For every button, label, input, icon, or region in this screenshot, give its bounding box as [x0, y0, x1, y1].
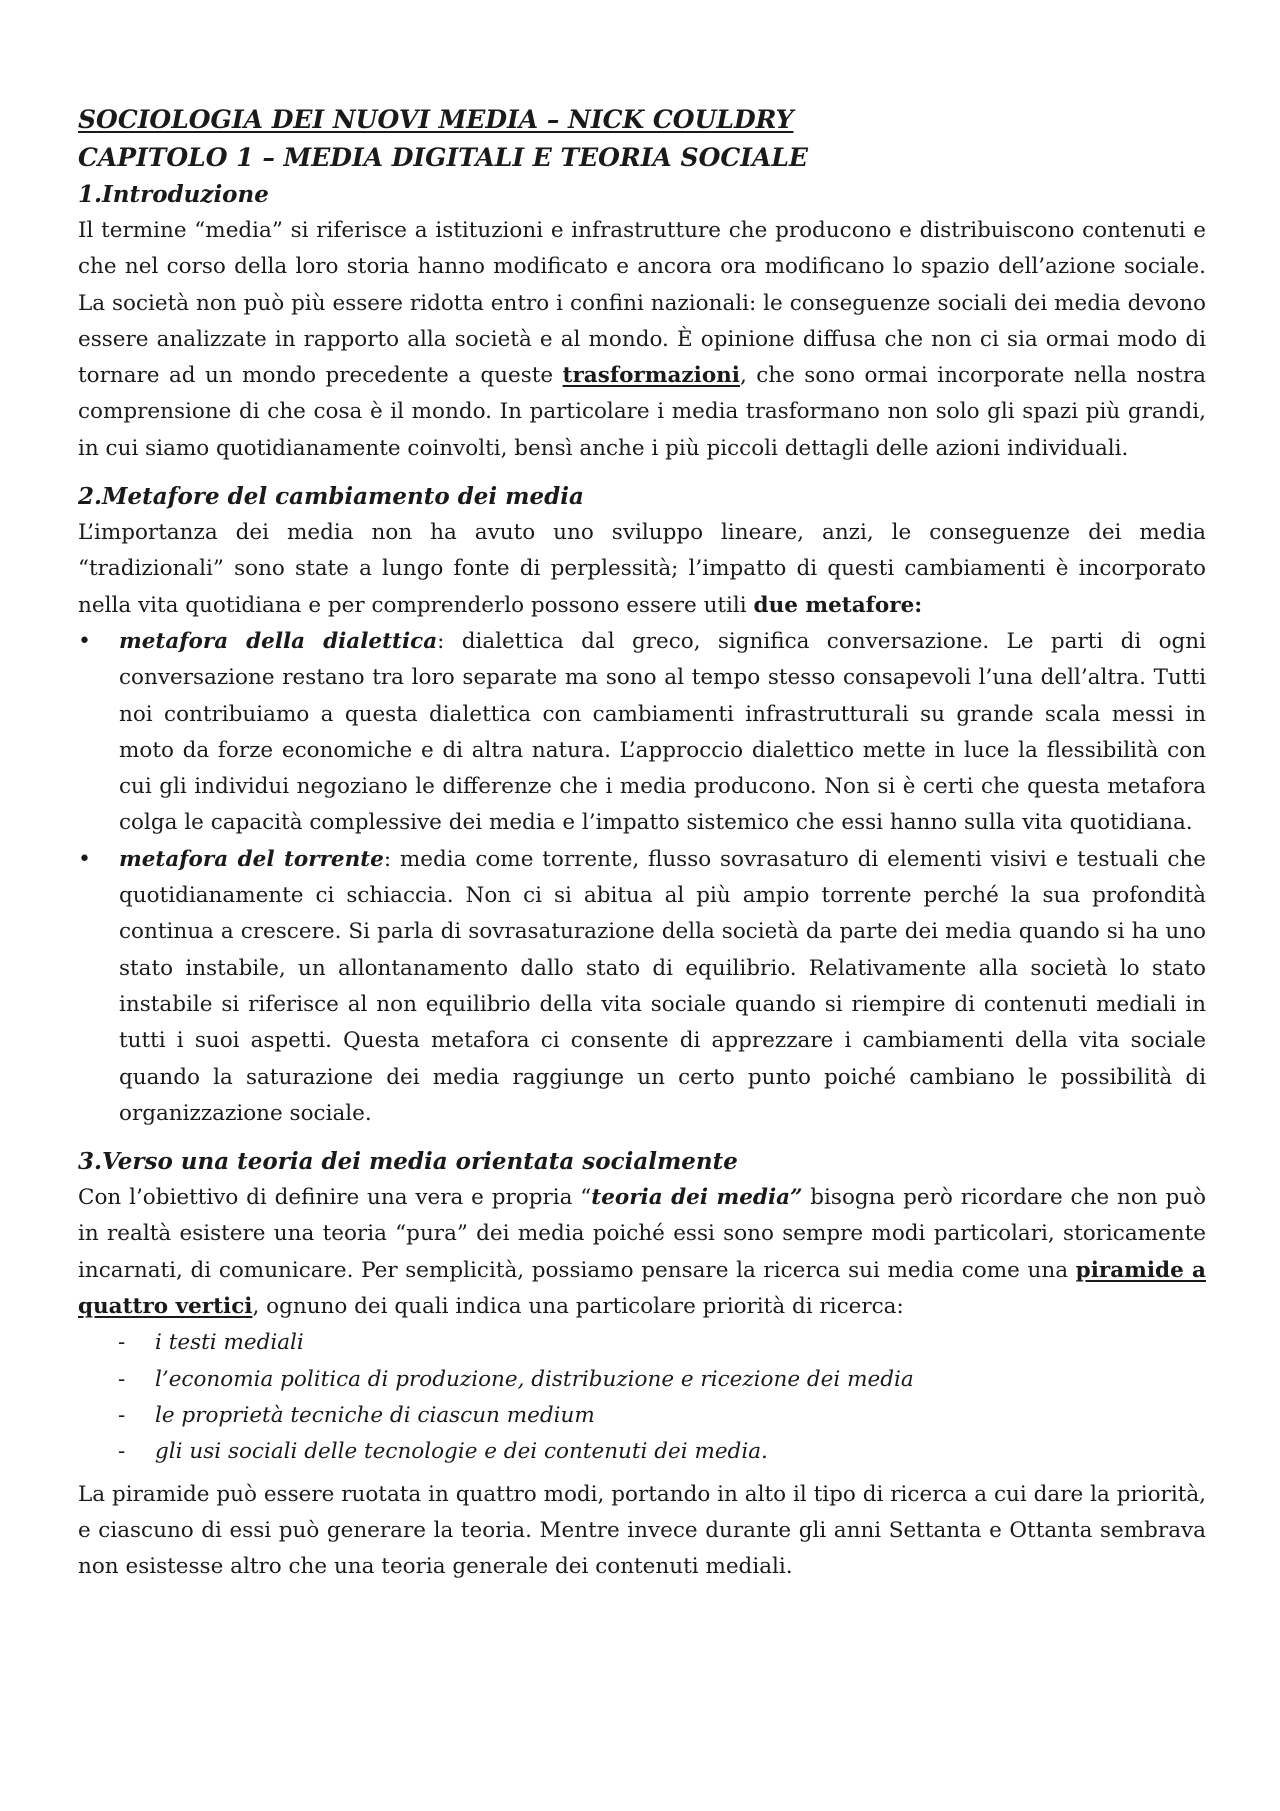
paragraph-text: Con l’obiettivo di definire una vera e propria “ — [78, 1185, 592, 1211]
research-priorities-list — [78, 1325, 1206, 1470]
section-heading-introduzione: 1.Introduzione — [78, 181, 269, 208]
list-item-text: : dialettica dal greco, significa conversazione. Le parti di ogni conversazione restano tra loro separate ma sono al tempo stesso consapevoli l’una dell’altra. Tutti noi contribuiamo a questa dialettica con cambiamenti infrastrutturali su grande scala messi in moto da forze economiche e di altra natura. L’approccio dialettico mette in luce la flessibilità con cui gli individui negoziano le differenze che i media producono. Non si è certi che questa metafora colga le capacità complessive dei media e l’impatto sistemico che essi hanno sulla vita quotidiana. — [119, 628, 1206, 836]
emphasis-trasformazioni: trasformazioni — [562, 363, 740, 389]
paragraph-text: L’importanza dei media non ha avuto uno sviluppo lineare, anzi, le conseguenze dei media “tradizionali” sono state a lungo fonte di perplessità; l’impatto di questi cambiamenti è incorporato nella vita quotidiana e per comprenderlo possono essere utili — [78, 520, 1206, 618]
emphasis-teoria-dei-media: teoria dei media” — [591, 1185, 803, 1211]
dash-icon: - — [118, 1439, 126, 1465]
list-item — [78, 1325, 1206, 1361]
list-item — [78, 842, 1206, 1132]
section-heading-metafore: 2.Metafore del cambiamento dei media — [78, 483, 584, 511]
dash-icon: - — [118, 1366, 126, 1392]
emphasis-piramide: piramide a quattro vertici — [78, 1257, 1206, 1320]
paragraph-introduzione — [78, 213, 1206, 467]
list-item-text: i testi mediali — [155, 1330, 304, 1356]
list-item-text: le proprietà tecniche di ciascun medium — [155, 1402, 595, 1428]
bullet-icon: • — [78, 846, 91, 872]
paragraph-metafore — [78, 515, 1206, 624]
bullet-icon: • — [78, 628, 91, 654]
emphasis-due-metafore: due metafore: — [753, 592, 923, 618]
list-item-text: l’economia politica di produzione, distribuzione e ricezione dei media — [155, 1366, 914, 1392]
paragraph-text: bisogna però ricordare che non può in realtà esistere una teoria “pura” dei media poiché essi sono sempre modi particolari, storicamente incarnati, di comunicare. Per semplicità, possiamo pensare la ricerca sui media come una — [78, 1185, 1206, 1283]
paragraph-piramide: La piramide può essere ruotata in quattro modi, portando in alto il tipo di ricerca a cui dare la priorità, e ciascuno di essi può generare la teoria. Mentre invece durante gli anni Settanta e Ottanta sembrava non esistesse altro che una teoria generale dei contenuti mediali. — [78, 1481, 1206, 1580]
paragraph-text: , che sono ormai incorporate nella nostra comprensione di che cosa è il mondo. In particolare i media trasformano non solo gli spazi più grandi, in cui siamo quotidianamente coinvolti, bensì anche i più piccoli dettagli delle azioni individuali. — [78, 363, 1206, 461]
section-heading-teoria: 3.Verso una teoria dei media orientata socialmente — [78, 1148, 738, 1176]
list-item-text: gli usi sociali delle tecnologie e dei contenuti dei media. — [155, 1439, 768, 1465]
chapter-title: CAPITOLO 1 – MEDIA DIGITALI E TEORIA SOCIALE — [78, 143, 808, 172]
term-torrente: metafora del torrente — [119, 846, 384, 872]
dash-icon: - — [118, 1330, 126, 1356]
list-item — [78, 1398, 1206, 1434]
list-item — [78, 624, 1206, 842]
metaphor-list — [78, 624, 1206, 1132]
list-item-text: : media come torrente, flusso sovrasaturo di elementi visivi e testuali che quotidianamente ci schiaccia. Non ci si abitua al più ampio torrente perché la sua profondità continua a crescere. Si parla di sovrasaturazione della società da parte dei media quando si ha uno stato instabile, un allontanamento dallo stato di equilibrio. Relativamente alla società lo stato instabile si riferisce al non equilibrio della vita sociale quando si riempire di contenuti mediali in tutti i suoi aspetti. Questa metafora ci consente di apprezzare i cambiamenti della vita sociale quando la saturazione dei media raggiunge un certo punto poiché cambiano le possibilità di organizzazione sociale. — [119, 846, 1206, 1126]
paragraph-teoria — [78, 1180, 1206, 1325]
paragraph-text: , ognuno dei quali indica una particolare priorità di ricerca: — [252, 1294, 904, 1320]
dash-icon: - — [118, 1402, 126, 1428]
term-dialettica: metafora della dialettica — [119, 628, 438, 654]
document-title: SOCIOLOGIA DEI NUOVI MEDIA – NICK COULDRY — [78, 105, 794, 134]
list-item — [78, 1362, 1206, 1398]
paragraph-text: Il termine “media” si riferisce a istituzioni e infrastrutture che producono e distribuiscono contenuti e che nel corso della loro storia hanno modificato e ancora ora modificano lo spazio dell’azione sociale. La società non può più essere ridotta entro i confini nazionali: le conseguenze sociali dei media devono essere analizzate in rapporto alla società e al mondo. È opinione diffusa che non ci sia ormai modo di tornare ad un mondo precedente a queste — [78, 218, 1206, 389]
list-item — [78, 1434, 1206, 1470]
